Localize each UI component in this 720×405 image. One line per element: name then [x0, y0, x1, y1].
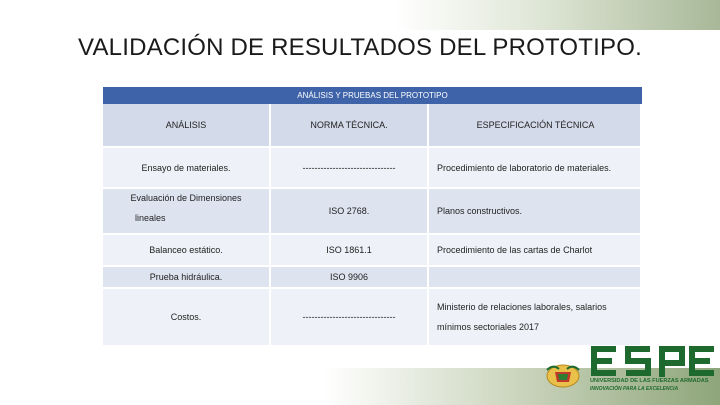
cell-analysis-line1: Evaluación de Dimensiones [130, 193, 242, 203]
logo-motto: INNOVACIÓN PARA LA EXCELENCIA [590, 386, 679, 392]
table-row [103, 189, 642, 235]
table-caption: ANÁLISIS Y PRUEBAS DEL PROTOTIPO [103, 87, 642, 104]
cell-norma: ISO 9906 [271, 267, 429, 289]
table-header-row [103, 104, 642, 148]
cell-analysis: Ensayo de materiales. [103, 148, 271, 189]
cell-analysis: Costos. [103, 289, 271, 347]
cell-norma: ------------------------------- [271, 148, 429, 189]
cell-spec [429, 267, 642, 289]
cell-spec: Planos constructivos. [429, 189, 642, 235]
table-row [103, 235, 642, 267]
cell-norma: ISO 1861.1 [271, 235, 429, 267]
university-emblem-icon [543, 360, 583, 390]
column-header-analysis: ANÁLISIS [103, 104, 271, 148]
column-header-norma: NORMA TÉCNICA. [271, 104, 429, 148]
espe-logo-icon [588, 344, 718, 378]
slide-title: VALIDACIÓN DE RESULTADOS DEL PROTOTIPO. [78, 34, 642, 61]
table-row [103, 289, 642, 347]
cell-analysis [103, 189, 271, 235]
table-body [103, 104, 642, 347]
cell-spec: Procedimiento de las cartas de Charlot [429, 235, 642, 267]
logo-university-name: UNIVERSIDAD DE LAS FUERZAS ARMADAS [590, 378, 709, 384]
cell-spec-line2: mínimos sectoriales 2017 [437, 322, 540, 332]
cell-spec-line1: Ministerio de relaciones laborales, salarios [437, 302, 607, 312]
table-row [103, 267, 642, 289]
table-row [103, 148, 642, 189]
cell-analysis: Prueba hidráulica. [103, 267, 271, 289]
cell-analysis-line2: lineales [135, 213, 166, 223]
cell-spec: Procedimiento de laboratorio de materiales. [429, 148, 642, 189]
analysis-table [103, 87, 642, 347]
top-decorative-band [0, 0, 720, 30]
cell-norma: ------------------------------- [271, 289, 429, 347]
cell-norma: ISO 2768. [271, 189, 429, 235]
cell-analysis: Balanceo estático. [103, 235, 271, 267]
cell-spec [429, 289, 642, 347]
column-header-spec: ESPECIFICACIÓN TÉCNICA [429, 104, 642, 148]
